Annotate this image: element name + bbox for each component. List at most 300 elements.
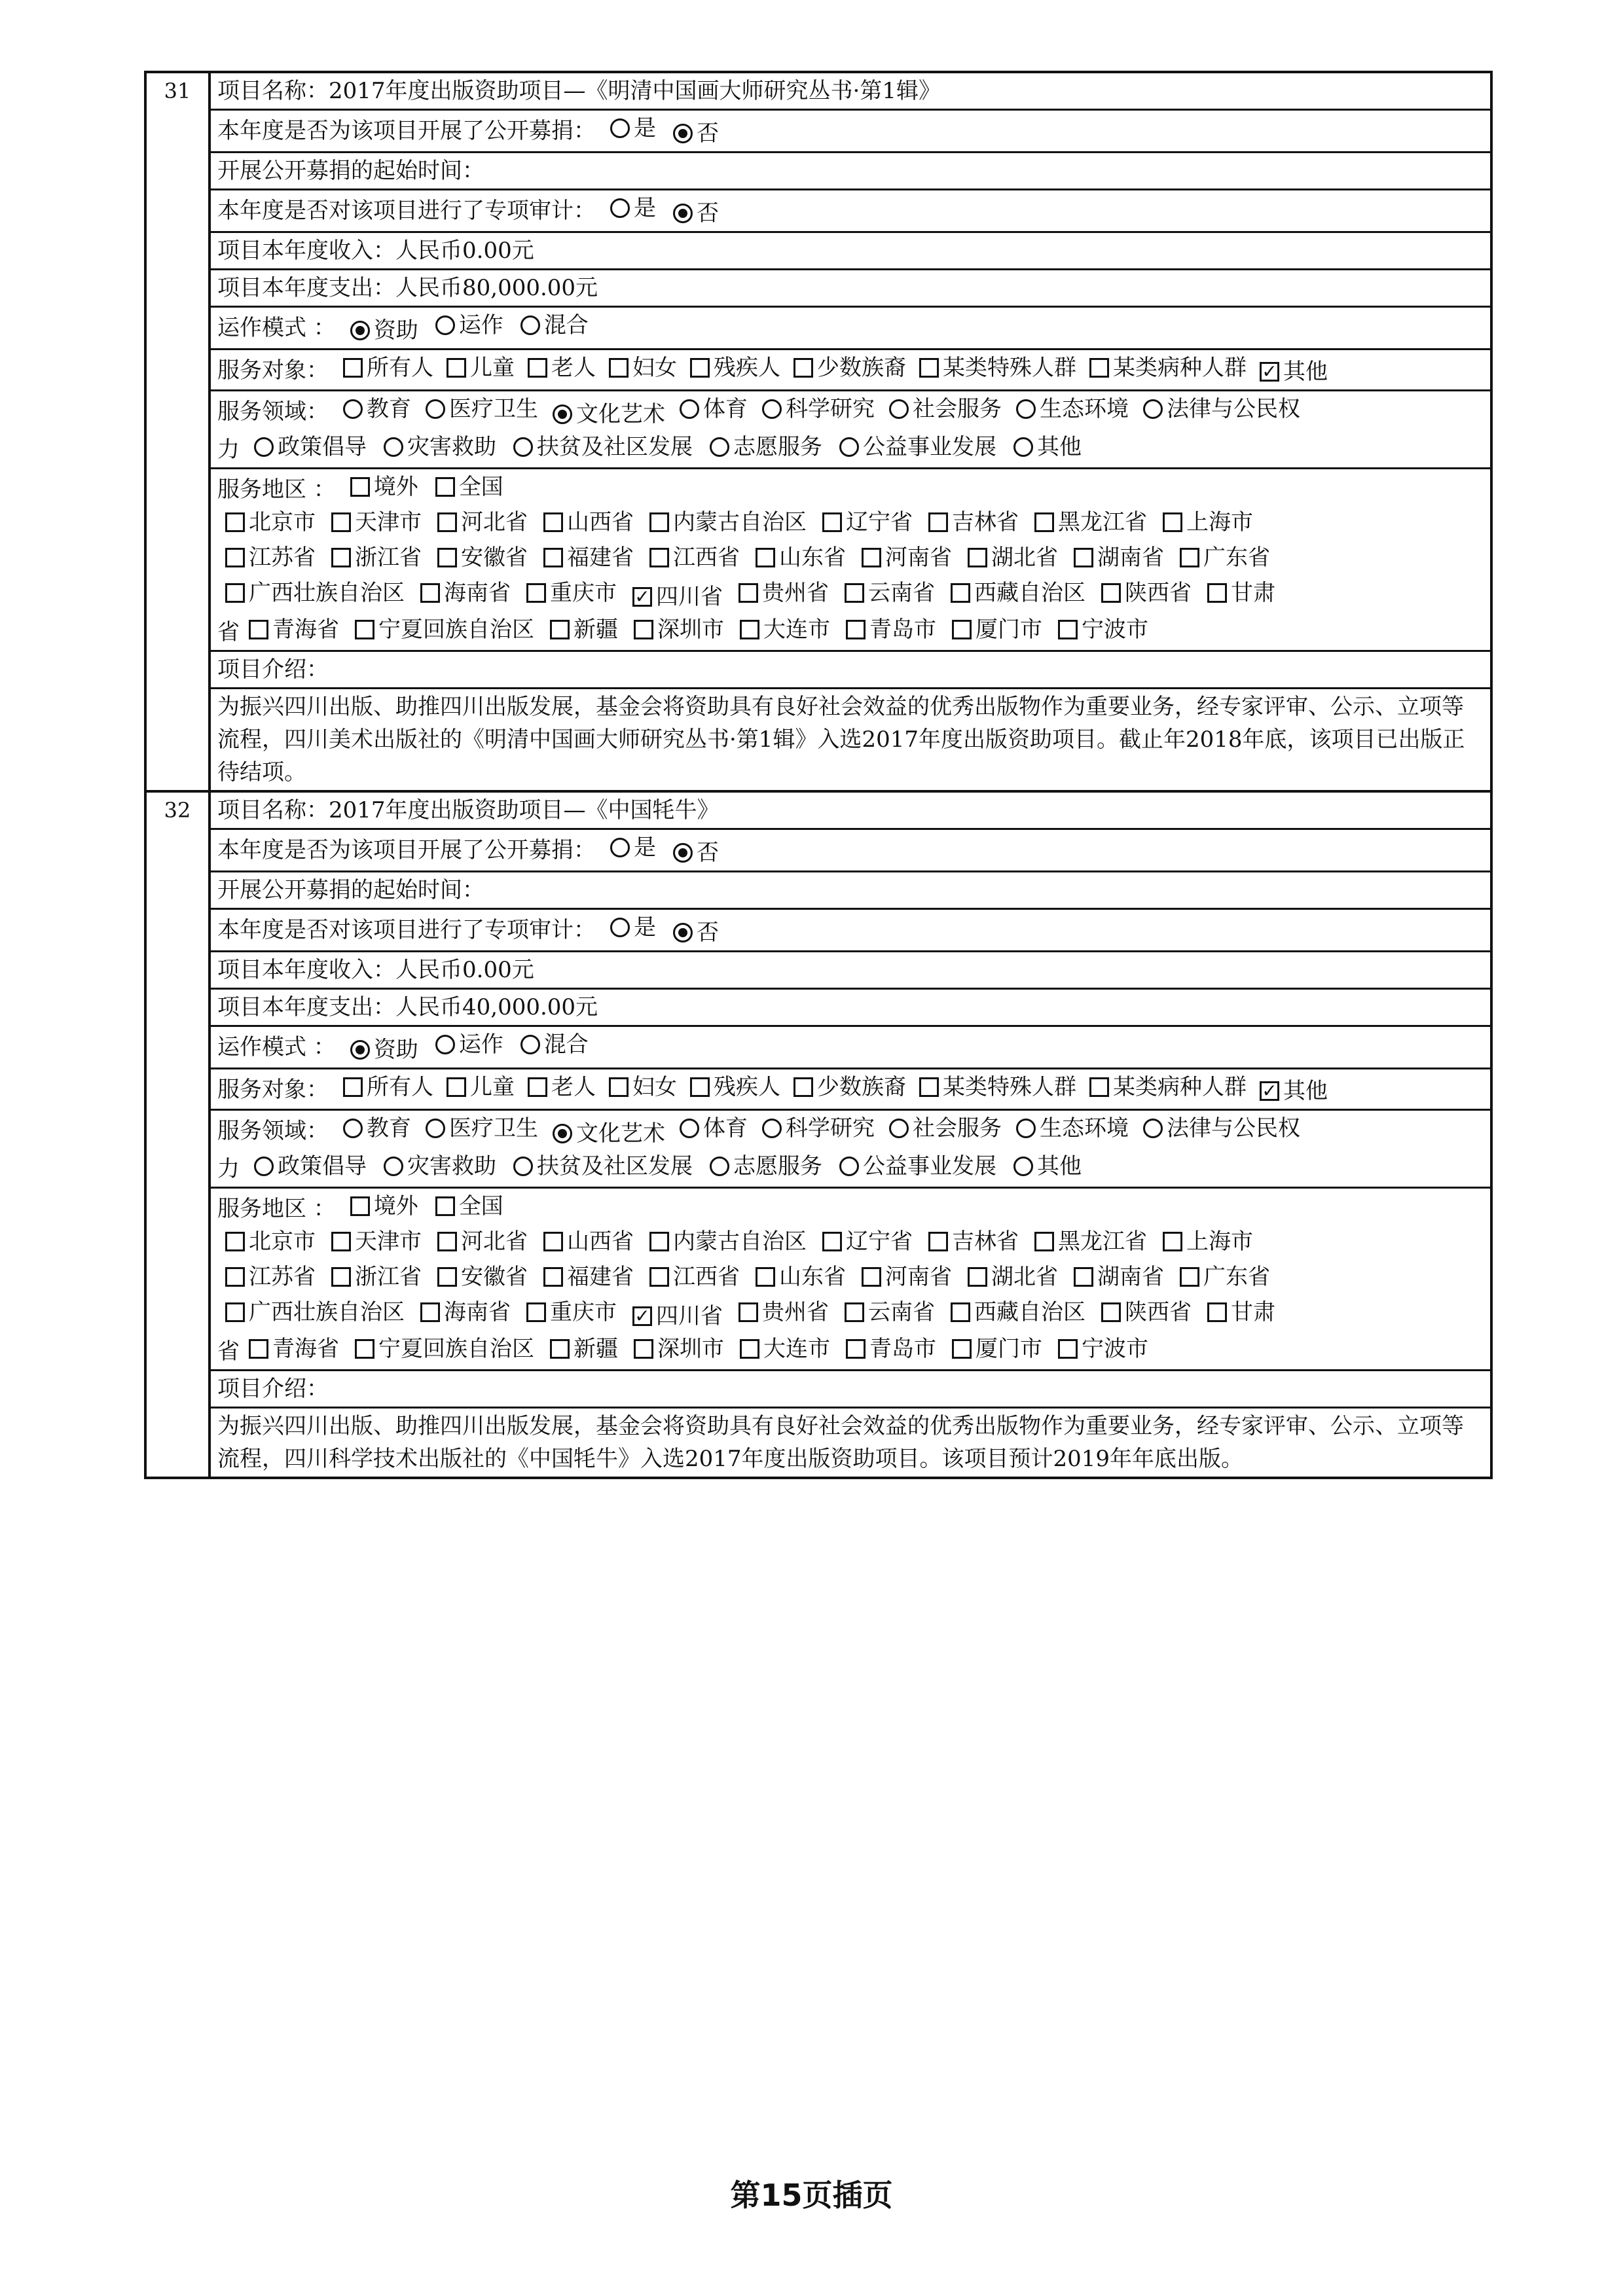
field-option[interactable] [762,393,875,425]
checkbox[interactable] [1207,1302,1227,1322]
checkbox[interactable] [355,1339,374,1359]
checkbox[interactable]: ✓ [632,587,652,607]
checkbox[interactable]: ✓ [632,1306,652,1326]
radio-button[interactable] [254,437,274,457]
field-option[interactable] [1013,1150,1082,1183]
checkbox[interactable] [649,548,669,567]
radio-button[interactable] [680,399,699,419]
target-option[interactable] [609,350,677,386]
region-option[interactable] [331,1261,422,1293]
checkbox[interactable] [1034,512,1054,532]
region-option-label: 湖南省 [1097,545,1164,571]
checkbox[interactable] [437,1232,457,1251]
radio-button[interactable] [673,843,693,863]
checkbox[interactable] [951,1302,970,1322]
field-option[interactable] [343,393,411,425]
region-option[interactable] [420,1296,511,1329]
field-option[interactable] [710,431,822,463]
checkbox[interactable] [447,1077,466,1097]
region-option[interactable] [846,1333,936,1365]
checkbox[interactable] [225,1302,245,1322]
checkbox[interactable] [435,1196,455,1216]
radio-button[interactable] [673,124,693,143]
field-option[interactable] [839,431,996,463]
public-no-option[interactable] [673,835,719,870]
region-option[interactable] [739,1296,829,1329]
checkbox[interactable] [249,620,268,639]
radio-button[interactable] [384,1157,403,1176]
checkbox[interactable] [1101,583,1121,603]
checkbox[interactable] [435,477,455,497]
field-option[interactable] [1016,1112,1129,1145]
checkbox[interactable] [225,1267,245,1287]
field-option[interactable] [889,393,1002,425]
checkbox[interactable] [968,548,987,567]
checkbox[interactable] [951,583,970,603]
checkbox[interactable] [634,1339,653,1359]
checkbox[interactable] [1163,512,1182,532]
checkbox[interactable] [846,1339,866,1359]
region-option[interactable] [632,581,723,613]
public-no-option-label: 否 [697,840,719,866]
checkbox[interactable] [1089,1077,1109,1097]
region-option[interactable] [437,541,528,574]
region-option[interactable] [1058,613,1148,646]
mode-option[interactable] [520,308,589,343]
region-option[interactable] [649,506,807,539]
region-option[interactable] [225,1296,405,1329]
region-option[interactable] [225,577,405,609]
radio-button[interactable] [553,404,572,424]
field-option[interactable] [762,1112,875,1145]
regions-line [217,1261,1484,1296]
region-option[interactable] [1180,1261,1270,1293]
region-option[interactable] [543,1225,634,1258]
field-option[interactable] [1143,1112,1300,1145]
checkbox[interactable] [919,358,939,378]
region-option[interactable] [249,1333,339,1365]
checkbox[interactable] [543,548,563,567]
checkbox[interactable] [550,1339,570,1359]
radio-button[interactable] [1013,437,1033,457]
region-option[interactable] [634,613,724,646]
audit-no-option[interactable] [673,915,719,950]
service-fields-cont: 力 [217,437,240,463]
field-option[interactable] [426,393,538,425]
audit-yes-option[interactable] [610,910,656,945]
checkbox[interactable] [690,1077,710,1097]
radio-button[interactable] [710,437,729,457]
radio-button[interactable] [1016,399,1036,419]
mode-option[interactable] [350,1032,418,1067]
radio-button[interactable] [384,437,403,457]
public-fundraising-row [211,111,1490,153]
target-option[interactable] [528,1069,596,1105]
checkbox[interactable] [528,1077,547,1097]
radio-button[interactable] [680,1119,699,1138]
target-option[interactable] [609,1069,677,1105]
region-option-label: 湖北省 [991,545,1058,571]
radio-button[interactable] [610,198,630,218]
region-option[interactable] [355,1333,534,1365]
region-option[interactable] [350,471,418,503]
checkbox[interactable] [225,583,245,603]
checkbox[interactable] [928,512,948,532]
checkbox[interactable] [609,1077,629,1097]
region-option-label: 山西省 [567,509,634,535]
mode-option[interactable] [520,1027,589,1062]
fields-line [217,1112,1484,1150]
target-option[interactable] [919,1069,1076,1105]
regions-line [217,613,1484,649]
field-option[interactable] [680,1112,748,1145]
public-no-option[interactable] [673,116,719,151]
checkbox[interactable] [331,1267,351,1287]
radio-button[interactable] [673,923,693,942]
checkbox[interactable] [690,358,710,378]
field-option[interactable] [384,431,496,463]
target-option-label: 残疾人 [714,355,780,381]
region-option-label: 大连市 [763,617,830,643]
checkbox[interactable] [225,512,245,532]
regions-line [217,1333,1484,1368]
region-option[interactable] [634,1333,724,1365]
target-option[interactable] [343,1069,433,1105]
checkbox[interactable] [447,358,466,378]
region-option[interactable] [437,1261,528,1293]
checkbox[interactable] [249,1339,268,1359]
region-option[interactable] [1034,1225,1147,1258]
radio-button[interactable] [254,1157,274,1176]
region-option[interactable] [550,613,618,646]
region-option[interactable] [543,541,634,574]
field-option[interactable] [1016,393,1129,425]
radio-button[interactable] [520,1035,540,1054]
region-option[interactable] [862,1261,952,1293]
checkbox[interactable] [756,1267,775,1287]
field-option[interactable] [553,1117,665,1150]
checkbox[interactable] [845,583,864,603]
mode-option[interactable] [435,1027,503,1062]
field-option[interactable] [680,393,748,425]
target-option[interactable] [447,1069,515,1105]
checkbox[interactable] [793,358,813,378]
region-option[interactable] [437,1225,528,1258]
region-option[interactable] [649,1261,740,1293]
radio-button[interactable] [673,204,693,223]
target-option[interactable] [1089,350,1247,386]
field-option[interactable] [710,1150,822,1183]
checkbox[interactable] [756,548,775,567]
field-option[interactable] [513,1150,693,1183]
region-option[interactable] [968,1261,1058,1293]
region-option[interactable] [1163,1225,1253,1258]
region-option[interactable] [1034,506,1147,539]
region-option[interactable] [1074,1261,1164,1293]
checkbox[interactable] [952,1339,972,1359]
radio-button[interactable] [426,1119,445,1138]
field-option[interactable] [1013,431,1082,463]
checkbox[interactable] [740,1339,759,1359]
audit-yes-option[interactable] [610,190,656,226]
checkbox[interactable] [343,358,363,378]
region-option[interactable] [968,541,1058,574]
checkbox[interactable] [1074,1267,1093,1287]
radio-button[interactable] [520,315,540,335]
mode-option-label: 运作 [458,1031,503,1058]
target-option[interactable] [1260,354,1328,389]
region-option[interactable] [632,1300,723,1333]
checkbox[interactable] [350,477,370,497]
expense-row [211,990,1490,1027]
checkbox[interactable] [862,548,881,567]
operation-mode-row [211,308,1490,350]
checkbox[interactable] [822,1232,842,1251]
checkbox[interactable] [1058,1339,1078,1359]
region-option-label: 云南省 [868,1299,935,1325]
region-option[interactable] [1058,1333,1148,1365]
checkbox[interactable]: ✓ [1260,1081,1279,1101]
region-option[interactable] [355,613,534,646]
region-option[interactable] [225,1261,316,1293]
checkbox[interactable] [1207,583,1227,603]
checkbox[interactable] [649,512,669,532]
checkbox[interactable] [420,583,440,603]
field-option[interactable] [553,398,665,431]
checkbox[interactable] [1074,548,1093,567]
region-option[interactable] [1074,541,1164,574]
checkbox[interactable] [355,620,374,639]
region-option[interactable] [550,1333,618,1365]
region-option[interactable] [928,506,1019,539]
radio-button[interactable] [343,399,363,419]
field-option[interactable] [254,1150,367,1183]
checkbox[interactable] [1089,358,1109,378]
region-option[interactable] [1163,506,1253,539]
public-yes-option[interactable] [610,830,656,865]
region-option[interactable] [822,1225,913,1258]
target-option[interactable] [793,350,906,386]
checkbox[interactable] [350,1196,370,1216]
field-option[interactable] [343,1112,411,1145]
region-option[interactable] [331,506,422,539]
region-option[interactable] [952,1333,1042,1365]
checkbox[interactable] [649,1267,669,1287]
checkbox[interactable] [968,1267,987,1287]
radio-button[interactable] [710,1157,729,1176]
checkbox[interactable] [740,620,759,639]
region-option[interactable] [862,541,952,574]
region-option[interactable] [435,471,503,503]
checkbox[interactable] [928,1232,948,1251]
checkbox[interactable] [1163,1232,1182,1251]
checkbox[interactable] [437,512,457,532]
checkbox[interactable] [634,620,653,639]
checkbox[interactable] [437,548,457,567]
field-option[interactable] [889,1112,1002,1145]
checkbox[interactable] [550,620,570,639]
checkbox[interactable] [1180,548,1199,567]
region-option[interactable] [225,1225,316,1258]
checkbox[interactable] [225,548,245,567]
region-option-label: 青岛市 [869,617,936,643]
region-option[interactable] [928,1225,1019,1258]
checkbox[interactable] [526,583,546,603]
region-option[interactable] [526,1296,617,1329]
project-record [144,71,1493,790]
checkbox[interactable] [845,1302,864,1322]
region-option[interactable] [739,577,829,609]
target-option[interactable] [447,350,515,386]
mode-option[interactable] [435,308,503,343]
region-option[interactable] [331,1225,422,1258]
public-yes-option[interactable] [610,111,656,146]
field-option[interactable] [426,1112,538,1145]
region-option-label: 吉林省 [952,509,1019,535]
field-option[interactable] [384,1150,496,1183]
region-option-label: 河北省 [461,509,528,535]
target-option[interactable] [1260,1073,1328,1109]
radio-button[interactable] [435,315,455,335]
radio-button[interactable] [610,918,630,937]
checkbox[interactable] [331,548,351,567]
checkbox[interactable] [1058,620,1078,639]
region-option[interactable] [526,577,617,609]
region-option[interactable] [846,613,936,646]
checkbox[interactable] [1180,1267,1199,1287]
checkbox[interactable] [952,620,972,639]
target-option-label: 少数族裔 [817,1074,906,1100]
checkbox[interactable] [739,583,758,603]
checkbox[interactable] [793,1077,813,1097]
region-option[interactable] [649,1225,807,1258]
target-option[interactable] [1089,1069,1247,1105]
radio-button[interactable] [1016,1119,1036,1138]
region-option[interactable] [225,541,316,574]
target-option[interactable] [528,350,596,386]
checkbox[interactable] [846,620,866,639]
radio-button[interactable] [513,1157,533,1176]
field-option[interactable] [1143,393,1300,425]
checkbox[interactable] [862,1267,881,1287]
region-option[interactable] [951,1296,1085,1329]
region-option[interactable] [350,1190,418,1223]
region-option[interactable] [1207,577,1275,609]
region-option-label: 浙江省 [355,1264,422,1290]
mode-option[interactable] [350,313,418,348]
region-option[interactable] [649,541,740,574]
checkbox[interactable] [331,512,351,532]
radio-button[interactable] [839,1157,859,1176]
radio-button[interactable] [610,838,630,857]
region-option[interactable] [435,1190,503,1223]
region-option[interactable] [1207,1296,1275,1329]
region-option[interactable] [437,506,528,539]
radio-button[interactable] [343,1119,363,1138]
radio-button[interactable] [762,399,782,419]
checkbox[interactable] [822,512,842,532]
region-option[interactable] [420,577,511,609]
field-option[interactable] [839,1150,996,1183]
checkbox[interactable] [343,1077,363,1097]
region-option-label: 全国 [458,1193,503,1219]
radio-button[interactable] [513,437,533,457]
checkbox[interactable] [331,1232,351,1251]
region-option[interactable] [952,613,1042,646]
radio-button[interactable] [889,399,909,419]
field-option-label: 体育 [703,1115,748,1141]
region-option[interactable] [845,1296,935,1329]
region-option[interactable] [543,506,634,539]
service-fields-row [211,391,1490,469]
radio-button[interactable] [350,321,370,340]
checkbox[interactable] [919,1077,939,1097]
radio-button[interactable] [350,1040,370,1060]
region-option[interactable] [249,613,339,646]
region-option[interactable] [822,506,913,539]
checkbox[interactable]: ✓ [1260,362,1279,382]
region-option[interactable] [951,577,1085,609]
radio-button[interactable] [1143,1119,1163,1138]
radio-button[interactable] [426,399,445,419]
region-option[interactable] [225,506,316,539]
region-option[interactable] [845,577,935,609]
field-option[interactable] [254,431,367,463]
checkbox[interactable] [739,1302,758,1322]
checkbox[interactable] [420,1302,440,1322]
region-option[interactable] [756,1261,846,1293]
checkbox[interactable] [543,1267,563,1287]
target-option[interactable] [343,350,433,386]
target-option[interactable] [690,1069,780,1105]
radio-button[interactable] [889,1119,909,1138]
radio-button[interactable] [839,437,859,457]
checkbox[interactable] [543,512,563,532]
radio-button[interactable] [1013,1157,1033,1176]
checkbox[interactable] [1034,1232,1054,1251]
checkbox[interactable] [609,358,629,378]
checkbox[interactable] [649,1232,669,1251]
region-option[interactable] [543,1261,634,1293]
region-option[interactable] [1180,541,1270,574]
checkbox[interactable] [225,1232,245,1251]
region-option[interactable] [756,541,846,574]
region-option-label: 全国 [458,474,503,500]
checkbox[interactable] [1101,1302,1121,1322]
checkbox[interactable] [437,1267,457,1287]
target-option[interactable] [919,350,1076,386]
region-option[interactable] [740,613,830,646]
radio-button[interactable] [435,1035,455,1054]
radio-button[interactable] [610,118,630,138]
target-option[interactable] [690,350,780,386]
region-option[interactable] [331,541,422,574]
field-option[interactable] [513,431,693,463]
radio-button[interactable] [1143,399,1163,419]
checkbox[interactable] [528,358,547,378]
audit-no-option[interactable] [673,196,719,231]
region-option[interactable] [740,1333,830,1365]
checkbox[interactable] [543,1232,563,1251]
region-option[interactable] [1101,577,1192,609]
region-option[interactable] [1101,1296,1192,1329]
radio-button[interactable] [762,1119,782,1138]
target-option[interactable] [793,1069,906,1105]
region-option-label: 四川省 [656,584,723,610]
checkbox[interactable] [526,1302,546,1322]
radio-button[interactable] [553,1124,572,1143]
audit-yes-option-label: 是 [634,195,656,221]
